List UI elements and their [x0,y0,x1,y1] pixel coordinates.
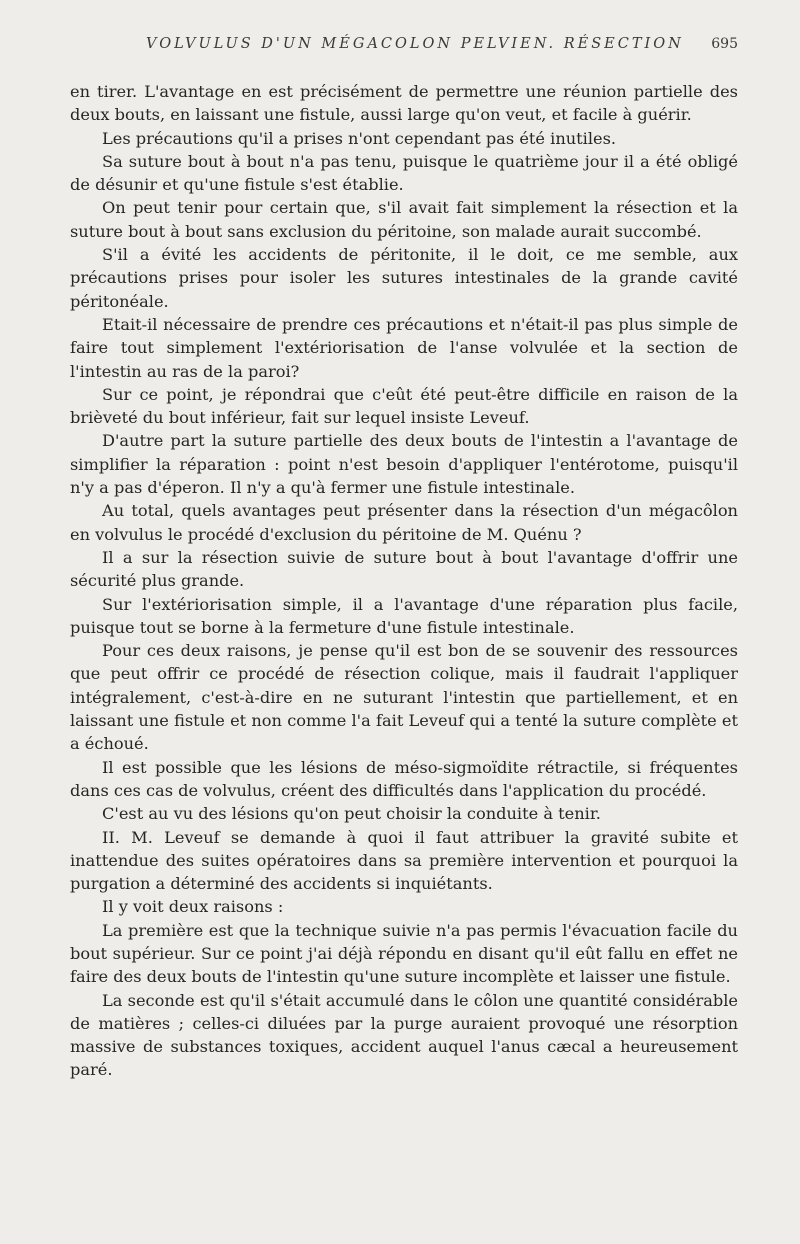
running-title: VOLVULUS D'UN MÉGACOLON PELVIEN. RÉSECTION [146,36,684,52]
paragraph: Etait-il nécessaire de prendre ces précautions et n'était-il pas plus simple de faire tout simplement l'extériorisation de l'anse volvulée et la section de l'intestin au ras de la paroi? [70,314,738,381]
paragraph: en tirer. L'avantage en est précisément de permettre une réunion partielle des deux bouts, en laissant une fistule, aussi large qu'on veut, et facile à guérir. [70,82,738,125]
body-text [70,80,738,1082]
paragraph: Il y voit deux raisons : [102,897,284,917]
paragraph: Sur ce point, je répondrai que c'eût été peut-être difficile en raison de la brièveté du bout inférieur, fait sur lequel insiste Leveuf. [70,384,738,428]
paragraph: La première est que la technique suivie n'a pas permis l'évacuation facile du bout supérieur. Sur ce point j'ai déjà répondu en disant qu'il eût fallu en effet ne faire des deux bouts de l'intestin qu'une suture incomplète et laisser une fistule. [70,920,738,987]
paragraph: C'est au vu des lésions qu'on peut choisir la conduite à tenir. [102,804,601,824]
paragraph: Sa suture bout à bout n'a pas tenu, puisque le quatrième jour il a été obligé de désunir et qu'une fistule s'est établie. [70,151,738,195]
paragraph: Les précautions qu'il a prises n'ont cependant pas été inutiles. [102,128,617,148]
running-header [70,36,738,58]
paragraph: On peut tenir pour certain que, s'il avait fait simplement la résection et la suture bout à bout sans exclusion du péritoine, son malade aurait succombé. [70,198,738,241]
paragraph: Il est possible que les lésions de méso-sigmoïdite rétractile, si fréquentes dans ces cas de volvulus, créent des difficultés dans l'application du procédé. [70,757,738,800]
paragraph: Au total, quels avantages peut présenter dans la résection d'un mégacôlon en volvulus le procédé d'exclusion du péritoine de M. Quénu ? [70,501,738,544]
paragraph: La seconde est qu'il s'était accumulé dans le côlon une quantité considérable de matières ; celles-ci diluées par la purge auraient provoqué une résorption massive de substances toxiques, accident auquel l'anus cæcal a heureusement paré. [70,990,738,1080]
paragraph: S'il a évité les accidents de péritonite, il le doit, ce me semble, aux précautions prises pour isoler les sutures intestinales de la grande cavité péritonéale. [70,245,738,311]
paragraph: Sur l'extériorisation simple, il a l'avantage d'une réparation plus facile, puisque tout se borne à la fermeture d'une fistule intestinale. [70,594,738,637]
paragraph: Pour ces deux raisons, je pense qu'il est bon de se souvenir des ressources que peut offrir ce procédé de résection colique, mais il faudrait l'appliquer intégralement, c'est-à-dire en ne suturant l'intestin que partiellement, et en laissant une fistule et non comme l'a fait Leveuf qui a tenté la suture complète et a échoué. [70,641,738,754]
paragraph: Il a sur la résection suivie de suture bout à bout l'avantage d'offrir une sécurité plus grande. [70,547,738,591]
page-number: 695 [711,36,738,52]
paragraph: D'autre part la suture partielle des deux bouts de l'intestin a l'avantage de simplifier la réparation : point n'est besoin d'appliquer l'entérotome, puisqu'il n'y a pas d'éperon. Il n'y a qu'à fermer une fistule intestinale. [70,431,738,498]
paragraph: II. M. Leveuf se demande à quoi il faut attribuer la gravité subite et inattendue des suites opératoires dans sa première intervention et pourquoi la purgation a déterminé des accidents si inquiétants. [70,827,738,894]
